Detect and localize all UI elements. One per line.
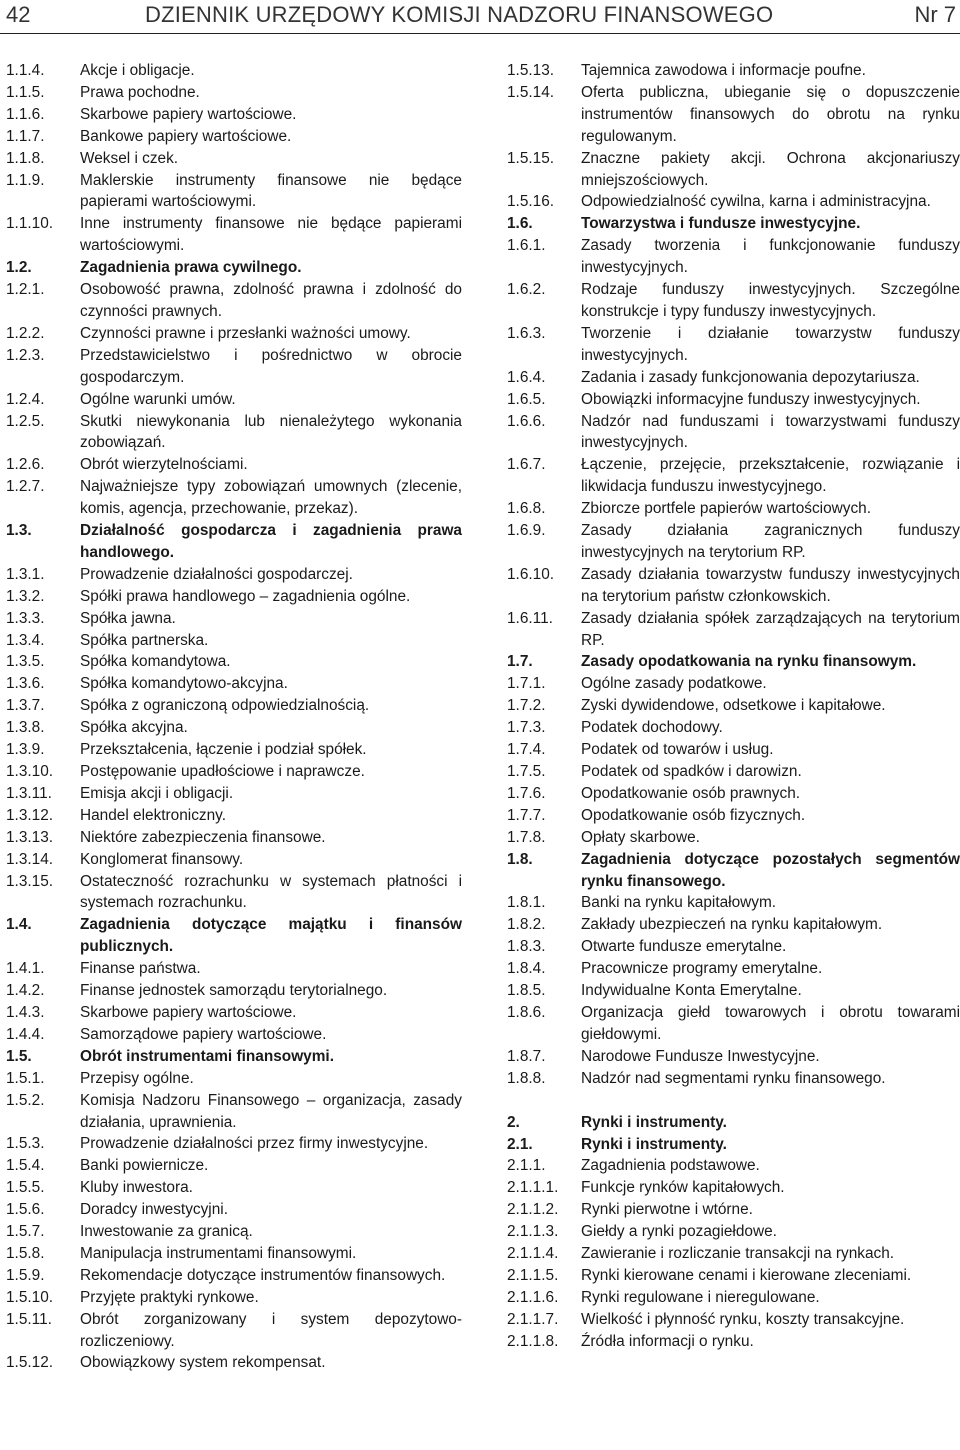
item-number: 2.1.1.5. [507, 1266, 559, 1284]
outline-item [6, 454, 462, 476]
item-number: 1.4.1. [6, 960, 45, 978]
outline-item [6, 476, 462, 520]
item-number: 1.7.4. [507, 741, 546, 759]
item-text: Oferta publiczna, ubieganie się o dopuszczenie instrumentów finansowych do obrotu na rynku regulowanym. [581, 83, 960, 145]
item-text: Akcje i obligacje. [80, 62, 195, 79]
item-number: 1.5.9. [6, 1266, 45, 1284]
item-number: 1.6.3. [507, 324, 546, 342]
item-number: 1.1.5. [6, 83, 45, 101]
outline-item [507, 1331, 960, 1353]
item-number: 1.8.8. [507, 1069, 546, 1087]
item-text: Opodatkowanie osób fizycznych. [581, 806, 806, 824]
item-text: Przepisy ogólne. [80, 1069, 194, 1087]
item-number: 1.8.1. [507, 894, 546, 912]
item-text: Zasady opodatkowania na rynku finansowym. [581, 653, 917, 671]
item-text: Rynki i instrumenty. [581, 1135, 727, 1153]
outline-item [507, 892, 960, 914]
item-text: Opodatkowanie osób prawnych. [581, 784, 801, 802]
outline-item [507, 717, 960, 739]
item-text: Tajemnica zawodowa i informacje poufne. [581, 62, 866, 79]
outline-item [6, 60, 462, 82]
item-text: Rynki pierwotne i wtórne. [581, 1201, 753, 1219]
outline-item [507, 367, 960, 389]
item-text: Banki na rynku kapitałowym. [581, 894, 777, 912]
item-text: Źródła informacji o rynku. [581, 1332, 754, 1350]
item-text: Pracownicze programy emerytalne. [581, 960, 823, 978]
item-number: 1.8.6. [507, 1003, 546, 1021]
item-number: 1.2.5. [6, 412, 45, 430]
item-number: 2.1.1.3. [507, 1223, 559, 1241]
item-text: Rynki regulowane i nieregulowane. [581, 1288, 820, 1306]
item-number: 2. [507, 1113, 520, 1131]
item-number: 1.2.4. [6, 390, 45, 408]
item-text: Obrót instrumentami finansowymi. [80, 1047, 334, 1065]
outline-item [6, 805, 462, 827]
item-text: Osobowość prawna, zdolność prawna i zdolność do czynności prawnych. [80, 281, 462, 320]
section-heading [507, 651, 960, 673]
item-number: 1.1.10. [6, 215, 54, 233]
outline-item [507, 1068, 960, 1090]
item-text: Maklerskie instrumenty finansowe nie będące papierami wartościowymi. [80, 171, 462, 211]
item-text: Działalność gospodarcza i zagadnienia prawa handlowego. [80, 522, 462, 561]
item-text: Opłaty skarbowe. [581, 828, 700, 846]
item-text: Handel elektroniczny. [80, 806, 226, 824]
outline-item [6, 586, 462, 608]
item-number: 1.6.6. [507, 412, 546, 430]
item-text: Najważniejsze typy zobowiązań umownych (zlecenie, komis, agencja, przechowanie, przekaz). [80, 478, 462, 518]
item-text: Nadzór nad funduszami i towarzystwami funduszy inwestycyjnych. [581, 412, 960, 452]
item-text: Narodowe Fundusze Inwestycyjne. [581, 1047, 820, 1065]
item-text: Spółka partnerska. [80, 631, 209, 649]
item-text: Wielkość i płynność rynku, koszty transakcyjne. [581, 1310, 905, 1328]
outline-item [6, 279, 462, 323]
item-number: 1.5.13. [507, 62, 555, 79]
outline-item [6, 389, 462, 411]
item-text: Obrót zorganizowany i system depozytowo-rozliczeniowy. [80, 1310, 462, 1350]
section-gap [507, 1090, 960, 1112]
outline-item [507, 1221, 960, 1243]
item-number: 1.1.9. [6, 171, 45, 189]
item-number: 1.1.7. [6, 127, 45, 145]
outline-item [507, 673, 960, 695]
item-number: 1.5.16. [507, 193, 555, 211]
item-text: Rynki i instrumenty. [581, 1113, 727, 1131]
outline-item [507, 695, 960, 717]
item-text: Spółka jawna. [80, 609, 176, 627]
outline-item [6, 673, 462, 695]
outline-item [6, 849, 462, 871]
item-text: Zyski dywidendowe, odsetkowe i kapitałowe. [581, 697, 886, 715]
outline-item [6, 608, 462, 630]
item-number: 1.5.6. [6, 1201, 45, 1219]
item-number: 1.3.9. [6, 741, 45, 759]
outline-item [6, 1199, 462, 1221]
item-number: 1.1.4. [6, 62, 45, 79]
item-number: 1.7. [507, 653, 533, 671]
header-rule [0, 33, 960, 34]
outline-item [6, 126, 462, 148]
item-text: Podatek dochodowy. [581, 719, 723, 737]
item-text: Ogólne zasady podatkowe. [581, 675, 767, 693]
item-text: Zasady działania towarzystw funduszy inwestycyjnych na terytorium państw członkowskich. [581, 565, 960, 605]
outline-item [6, 1177, 462, 1199]
outline-item [6, 761, 462, 783]
outline-item [507, 411, 960, 455]
outline-item [507, 1199, 960, 1221]
item-number: 1.5.11. [6, 1310, 52, 1328]
item-number: 1.6.4. [507, 368, 546, 386]
left-column [6, 60, 462, 1374]
item-number: 1.5.10. [6, 1288, 54, 1306]
item-text: Obowiązkowy system rekompensat. [80, 1354, 326, 1372]
journal-title: DZIENNIK URZĘDOWY KOMISJI NADZORU FINANSOWEGO [145, 2, 774, 27]
item-text: Znaczne pakiety akcji. Ochrona akcjonariuszy mniejszościowych. [581, 149, 960, 189]
item-number: 1.3.5. [6, 653, 45, 671]
item-number: 2.1.1.4. [507, 1245, 559, 1263]
item-text: Podatek od spadków i darowizn. [581, 763, 802, 780]
item-text: Skarbowe papiery wartościowe. [80, 1003, 297, 1021]
item-text: Zasady działania spółek zarządzających na terytorium RP. [581, 609, 960, 649]
item-text: Spółki prawa handlowego – zagadnienia ogólne. [80, 587, 411, 605]
outline-item [507, 454, 960, 498]
item-number: 1.2.6. [6, 456, 45, 474]
outline-item [507, 1309, 960, 1331]
outline-item [507, 82, 960, 148]
item-number: 1.3.8. [6, 719, 45, 737]
item-number: 1.3.6. [6, 675, 45, 693]
outline-item [6, 1133, 462, 1155]
item-text: Banki powiernicze. [80, 1157, 209, 1175]
item-number: 1.6.1. [507, 237, 546, 255]
outline-item [6, 1309, 462, 1353]
item-number: 1.8.5. [507, 982, 546, 1000]
item-number: 1.1.6. [6, 105, 45, 123]
item-number: 1.8.7. [507, 1047, 546, 1065]
section-heading [507, 213, 960, 235]
item-number: 2.1.1.1. [507, 1179, 559, 1197]
item-text: Tworzenie i działanie towarzystw funduszy inwestycyjnych. [581, 324, 960, 364]
item-number: 1.3.7. [6, 697, 45, 715]
outline-item [507, 148, 960, 192]
outline-item [507, 279, 960, 323]
item-text: Emisja akcji i obligacji. [80, 784, 234, 802]
item-text: Prowadzenie działalności gospodarczej. [80, 565, 353, 583]
item-number: 1.5.1. [6, 1069, 45, 1087]
outline-item [507, 827, 960, 849]
item-number: 1.2. [6, 259, 32, 277]
item-number: 2.1.1.7. [507, 1310, 559, 1328]
outline-item [6, 1352, 462, 1374]
item-number: 1.8.2. [507, 916, 546, 934]
item-text: Przedstawicielstwo i pośrednictwo w obrocie gospodarczym. [80, 346, 462, 386]
section-heading [6, 257, 462, 279]
item-text: Skutki niewykonania lub nienależytego wykonania zobowiązań. [80, 412, 462, 452]
item-text: Czynności prawne i przesłanki ważności umowy. [80, 324, 411, 342]
item-number: 1.2.7. [6, 478, 45, 496]
item-text: Rekomendacje dotyczące instrumentów finansowych. [80, 1266, 446, 1284]
item-text: Przyjęte praktyki rynkowe. [80, 1288, 259, 1306]
item-text: Niektóre zabezpieczenia finansowe. [80, 828, 326, 846]
outline-item [507, 958, 960, 980]
item-text: Komisja Nadzoru Finansowego – organizacja, zasady działania, uprawnienia. [80, 1091, 462, 1131]
item-number: 2.1.1.6. [507, 1288, 559, 1306]
item-number: 1.3.1. [6, 565, 45, 583]
outline-item [6, 1287, 462, 1309]
item-number: 1.3.4. [6, 631, 45, 649]
item-number: 1.5.3. [6, 1135, 45, 1153]
item-text: Inwestowanie za granicą. [80, 1223, 253, 1241]
item-text: Zagadnienia prawa cywilnego. [80, 259, 302, 277]
outline-item [6, 717, 462, 739]
item-text: Finanse państwa. [80, 960, 201, 978]
item-number: 1.5.5. [6, 1179, 45, 1197]
outline-item [507, 564, 960, 608]
outline-item [507, 936, 960, 958]
item-text: Rodzaje funduszy inwestycyjnych. Szczególne konstrukcje i typy funduszy inwestycyjnych. [581, 281, 960, 320]
section-heading [6, 914, 462, 958]
outline-item [507, 761, 960, 783]
section-heading [6, 1046, 462, 1068]
outline-item [507, 805, 960, 827]
outline-item [507, 323, 960, 367]
item-number: 1.7.8. [507, 828, 546, 846]
item-number: 1.8. [507, 850, 533, 868]
outline-item [6, 783, 462, 805]
section-heading [507, 1134, 960, 1156]
item-text: Otwarte fundusze emerytalne. [581, 938, 787, 956]
item-number: 1.8.4. [507, 960, 546, 978]
outline-item [507, 235, 960, 279]
outline-item [6, 104, 462, 126]
outline-item [6, 1243, 462, 1265]
item-text: Nadzór nad segmentami rynku finansowego. [581, 1069, 886, 1087]
item-number: 1.5.14. [507, 83, 555, 101]
item-text: Prawa pochodne. [80, 83, 200, 101]
item-number: 1.5.15. [507, 149, 555, 167]
page-header [0, 0, 960, 38]
item-text: Spółka akcyjna. [80, 719, 188, 737]
item-number: 1.3.13. [6, 828, 54, 846]
item-number: 1.7.1. [507, 675, 546, 693]
item-number: 1.6.5. [507, 390, 546, 408]
item-text: Zagadnienia podstawowe. [581, 1157, 760, 1175]
outline-item [6, 213, 462, 257]
item-text: Zakłady ubezpieczeń na rynku kapitałowym. [581, 916, 883, 934]
item-text: Zadania i zasady funkcjonowania depozytariusza. [581, 368, 920, 386]
item-text: Konglomerat finansowy. [80, 850, 244, 868]
item-number: 1.5. [6, 1047, 32, 1065]
outline-item [6, 411, 462, 455]
item-text: Ogólne warunki umów. [80, 390, 236, 408]
item-text: Obowiązki informacyjne funduszy inwestycyjnych. [581, 390, 921, 408]
item-number: 1.6.9. [507, 522, 546, 540]
item-number: 1.4.2. [6, 982, 45, 1000]
outline-item [6, 1221, 462, 1243]
item-text: Rynki kierowane cenami i kierowane zleceniami. [581, 1266, 912, 1284]
outline-item [507, 389, 960, 411]
item-number: 1.7.6. [507, 784, 546, 802]
item-number: 1.6.2. [507, 281, 546, 299]
item-number: 1.7.7. [507, 806, 546, 824]
outline-item [507, 739, 960, 761]
outline-item [507, 60, 960, 82]
outline-item [507, 1002, 960, 1046]
outline-item [6, 82, 462, 104]
item-text: Giełdy a rynki pozagiełdowe. [581, 1223, 777, 1241]
item-number: 1.5.2. [6, 1091, 45, 1109]
item-text: Manipulacja instrumentami finansowymi. [80, 1244, 357, 1262]
outline-item [6, 1024, 462, 1046]
item-number: 1.3.3. [6, 609, 45, 627]
outline-item [6, 345, 462, 389]
item-number: 1.8.3. [507, 938, 546, 956]
item-text: Spółka z ograniczoną odpowiedzialnością. [80, 697, 370, 715]
item-text: Spółka komandytowo-akcyjna. [80, 675, 288, 693]
outline-item [6, 323, 462, 345]
outline-item [6, 1265, 462, 1287]
item-number: 1.3.10. [6, 763, 54, 780]
item-text: Zawieranie i rozliczanie transakcji na rynkach. [581, 1245, 895, 1263]
item-text: Spółka komandytowa. [80, 653, 231, 671]
item-text: Weksel i czek. [80, 149, 179, 167]
item-number: 1.5.8. [6, 1244, 45, 1262]
outline-item [507, 914, 960, 936]
outline-item [6, 1068, 462, 1090]
outline-item [507, 608, 960, 652]
item-text: Prowadzenie działalności przez firmy inwestycyjne. [80, 1135, 429, 1153]
outline-item [6, 564, 462, 586]
section-heading [6, 520, 462, 564]
outline-item [6, 1155, 462, 1177]
outline-item [507, 1046, 960, 1068]
outline-item [507, 783, 960, 805]
outline-item [6, 827, 462, 849]
item-text: Doradcy inwestycyjni. [80, 1201, 228, 1219]
item-number: 1.4.3. [6, 1003, 45, 1021]
item-text: Obrót wierzytelnościami. [80, 456, 248, 474]
outline-item [6, 148, 462, 170]
outline-item [507, 1155, 960, 1177]
item-text: Skarbowe papiery wartościowe. [80, 105, 297, 123]
item-number: 1.3.14. [6, 850, 54, 868]
outline-item [6, 651, 462, 673]
item-number: 2.1.1.8. [507, 1332, 559, 1350]
item-text: Podatek od towarów i usług. [581, 741, 774, 759]
item-text: Towarzystwa i fundusze inwestycyjne. [581, 215, 861, 233]
item-number: 1.5.12. [6, 1354, 54, 1372]
issue-number: Nr 7 [914, 2, 956, 27]
item-number: 1.3. [6, 522, 32, 540]
outline-item [507, 191, 960, 213]
item-text: Zasady tworzenia i funkcjonowanie funduszy inwestycyjnych. [581, 237, 960, 277]
item-number: 1.6.10. [507, 565, 555, 583]
outline-item [6, 958, 462, 980]
item-text: Zasady działania zagranicznych funduszy inwestycyjnych na terytorium RP. [581, 522, 960, 561]
item-number: 1.5.4. [6, 1157, 45, 1175]
section-heading [507, 849, 960, 893]
outline-item [6, 170, 462, 214]
item-number: 2.1.1.2. [507, 1201, 559, 1219]
item-number: 1.5.7. [6, 1223, 45, 1241]
item-text: Odpowiedzialność cywilna, karna i administracyjna. [581, 193, 931, 211]
item-number: 1.3.15. [6, 872, 54, 890]
right-column [507, 60, 960, 1353]
outline-item [507, 1177, 960, 1199]
item-text: Finanse jednostek samorządu terytorialnego. [80, 982, 388, 1000]
outline-item [507, 1265, 960, 1287]
item-text: Kluby inwestora. [80, 1179, 193, 1197]
item-text: Inne instrumenty finansowe nie będące papierami wartościowymi. [80, 215, 462, 255]
outline-item [6, 695, 462, 717]
item-text: Zagadnienia dotyczące majątku i finansów publicznych. [80, 916, 462, 956]
item-number: 1.3.12. [6, 806, 54, 824]
outline-item [6, 1002, 462, 1024]
item-number: 1.2.3. [6, 346, 45, 364]
item-number: 1.2.2. [6, 324, 45, 342]
item-text: Przekształcenia, łączenie i podział spółek. [80, 741, 367, 759]
item-number: 1.7.5. [507, 763, 546, 780]
item-number: 1.6. [507, 215, 533, 233]
item-text: Samorządowe papiery wartościowe. [80, 1025, 327, 1043]
item-number: 1.6.11. [507, 609, 553, 627]
item-text: Ostateczność rozrachunku w systemach płatności i systemach rozrachunku. [80, 872, 462, 912]
outline-item [6, 871, 462, 915]
item-number: 1.4.4. [6, 1025, 45, 1043]
item-text: Indywidualne Konta Emerytalne. [581, 982, 802, 1000]
outline-item [507, 498, 960, 520]
item-number: 1.4. [6, 916, 32, 934]
item-text: Bankowe papiery wartościowe. [80, 127, 292, 145]
outline-item [6, 980, 462, 1002]
item-number: 2.1. [507, 1135, 533, 1153]
item-text: Zbiorcze portfele papierów wartościowych. [581, 500, 871, 518]
item-text: Postępowanie upadłościowe i naprawcze. [80, 763, 365, 780]
item-text: Funkcje rynków kapitałowych. [581, 1179, 785, 1197]
outline-item [507, 1243, 960, 1265]
section-heading [507, 1112, 960, 1134]
item-number: 2.1.1. [507, 1157, 546, 1175]
item-text: Łączenie, przejęcie, przekształcenie, rozwiązanie i likwidacja funduszu inwestycyjnego. [581, 456, 960, 496]
outline-item [6, 739, 462, 761]
item-number: 1.7.3. [507, 719, 546, 737]
outline-item [507, 520, 960, 564]
outline-item [6, 1090, 462, 1134]
page-number: 42 [6, 2, 31, 27]
item-number: 1.6.7. [507, 456, 546, 474]
item-number: 1.6.8. [507, 500, 546, 518]
outline-item [507, 980, 960, 1002]
item-number: 1.7.2. [507, 697, 546, 715]
outline-item [507, 1287, 960, 1309]
item-text: Organizacja giełd towarowych i obrotu towarami giełdowymi. [581, 1003, 960, 1043]
outline-item [6, 630, 462, 652]
item-number: 1.1.8. [6, 149, 45, 167]
item-number: 1.3.11. [6, 784, 52, 802]
item-number: 1.2.1. [6, 281, 45, 299]
item-text: Zagadnienia dotyczące pozostałych segmentów rynku finansowego. [581, 850, 960, 890]
item-number: 1.3.2. [6, 587, 45, 605]
